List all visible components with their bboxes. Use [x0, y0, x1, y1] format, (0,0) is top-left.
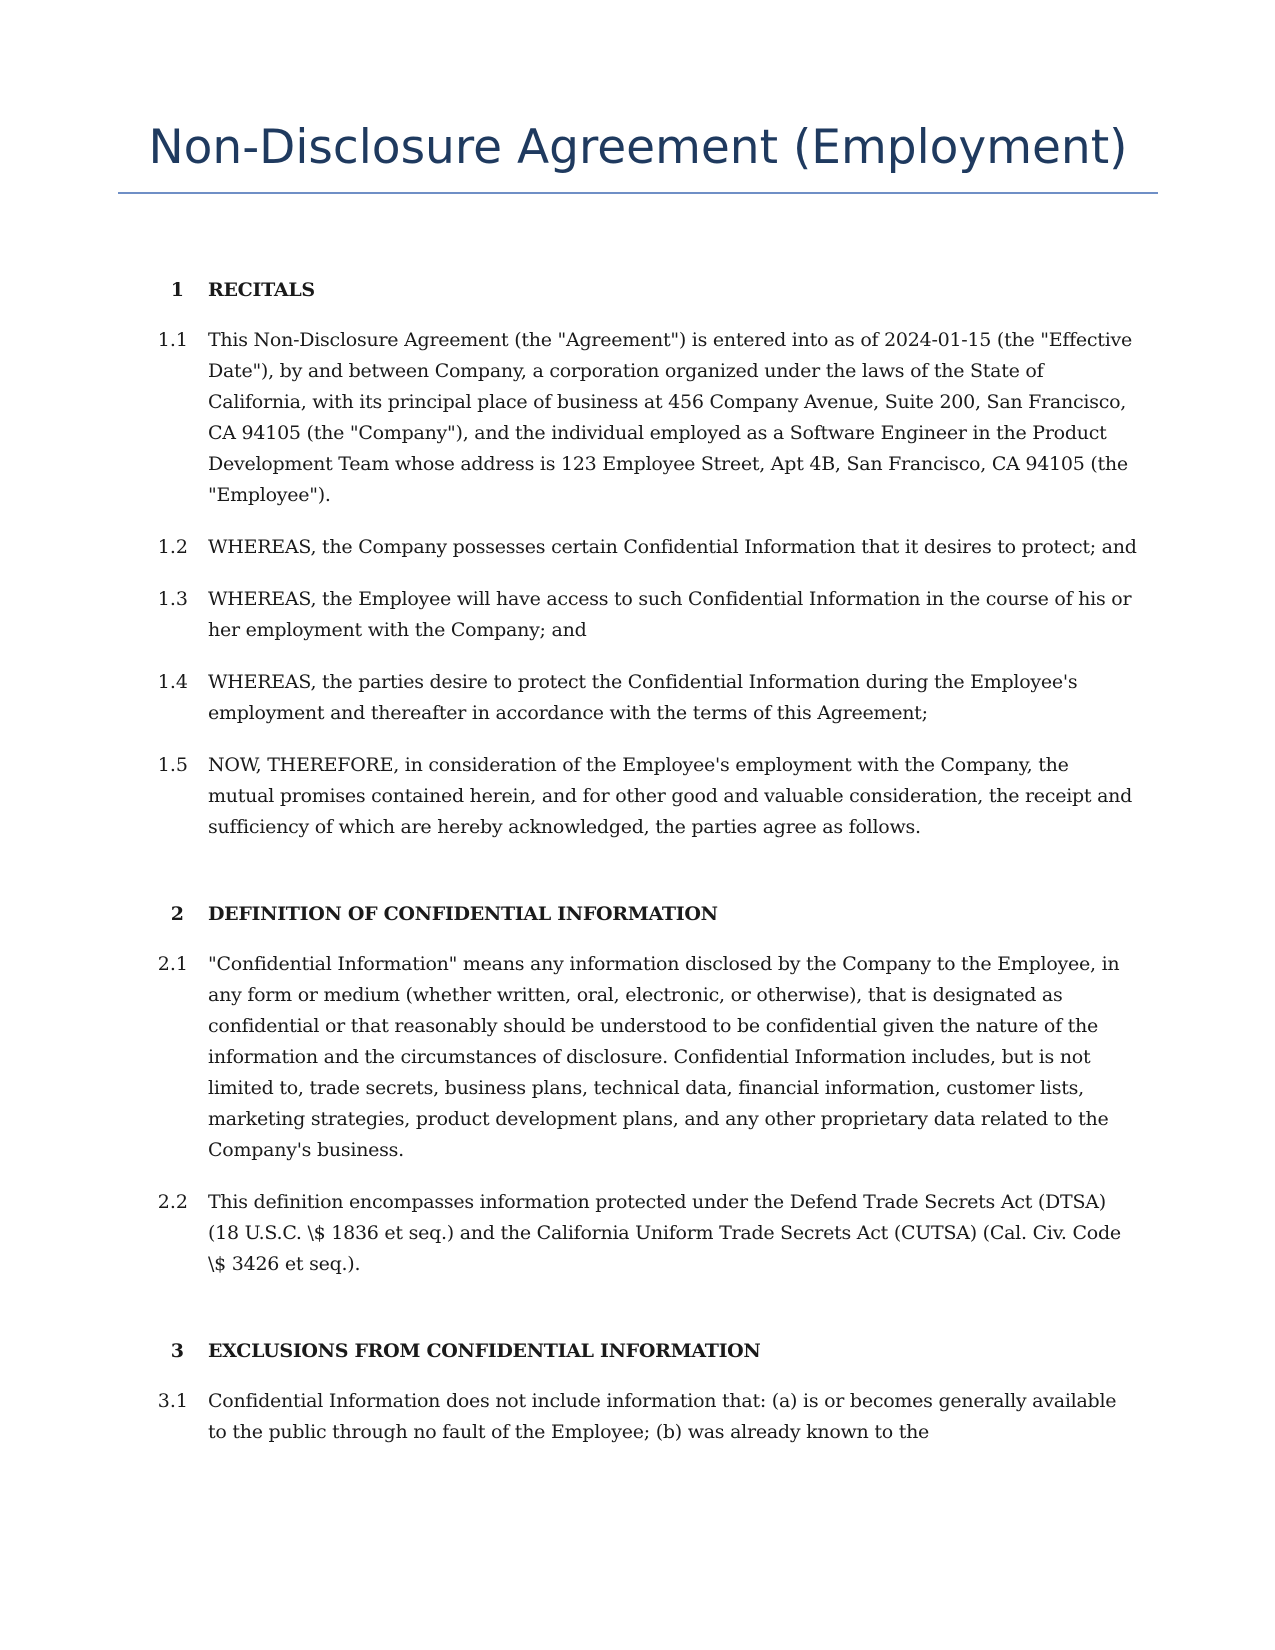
clause — [0, 667, 1275, 729]
clause — [0, 325, 1275, 511]
clause — [0, 949, 1275, 1166]
clause-text: "Confidential Information" means any information disclosed by the Company to the Employee, in any form or medium (whether written, oral, electronic, or otherwise), that is designated as confidential or that reasonably should be understood to be confidential given the nature of the information and the circumstances of disclosure. Confidential Information includes, but is not limited to, trade secrets, business plans, technical data, financial information, customer lists, marketing strategies, product development plans, and any other proprietary data related to the Company's business. — [208, 953, 1120, 1161]
section-title: RECITALS — [208, 279, 315, 301]
clause — [0, 584, 1275, 646]
clause-text: NOW, THEREFORE, in consideration of the Employee's employment with the Company, the mutual promises contained herein, and for other good and valuable consideration, the receipt and sufficiency of which are hereby acknowledged, the parties agree as follows. — [208, 754, 1133, 838]
clause-number: 1.3 — [157, 588, 188, 610]
clause-text: WHEREAS, the Company possesses certain Confidential Information that it desires to protect; and — [208, 536, 1137, 558]
title-underline — [118, 192, 1158, 194]
clause — [0, 1386, 1275, 1448]
clause-number: 1.2 — [157, 536, 188, 558]
section-heading — [0, 899, 1275, 929]
clause-number: 2.1 — [157, 953, 188, 975]
section-number: 2 — [170, 903, 184, 925]
section-exclusions — [0, 1336, 1275, 1448]
section-heading — [0, 1336, 1275, 1366]
clause-number: 1.4 — [157, 671, 188, 693]
clause-text: WHEREAS, the Employee will have access to such Confidential Information in the course of his or her employment with the Company; and — [208, 588, 1132, 641]
section-number: 1 — [170, 279, 184, 301]
section-number: 3 — [170, 1340, 184, 1362]
section-title: EXCLUSIONS FROM CONFIDENTIAL INFORMATION — [208, 1340, 761, 1362]
clause — [0, 750, 1275, 843]
section-definition — [0, 899, 1275, 1280]
clause-text: Confidential Information does not include information that: (a) is or becomes generally available to the public through no fault of the Employee; (b) was already known to the — [208, 1390, 1117, 1443]
clause-number: 1.5 — [157, 754, 188, 776]
clause-text: This definition encompasses information protected under the Defend Trade Secrets Act (DTSA) (18 U.S.C. \$ 1836 et seq.) and the California Uniform Trade Secrets Act (CUTSA) (Cal. Civ. Code \$ 3426 et seq.). — [208, 1191, 1121, 1275]
clause-number: 2.2 — [157, 1191, 188, 1213]
section-title: DEFINITION OF CONFIDENTIAL INFORMATION — [208, 903, 718, 925]
clause — [0, 1187, 1275, 1280]
clause — [0, 532, 1275, 563]
clause-text: This Non-Disclosure Agreement (the "Agreement") is entered into as of 2024-01-15 (the "Effective Date"), by and between Company, a corporation organized under the laws of the State of California, with its principal place of business at 456 Company Avenue, Suite 200, San Francisco, CA 94105 (the "Company"), and the individual employed as a Software Engineer in the Product Development Team whose address is 123 Employee Street, Apt 4B, San Francisco, CA 94105 (the "Employee"). — [208, 329, 1132, 506]
clause-number: 1.1 — [157, 329, 188, 351]
document-body — [0, 275, 1275, 1469]
document-title: Non-Disclosure Agreement (Employment) — [148, 120, 1128, 175]
section-heading — [0, 275, 1275, 305]
clause-text: WHEREAS, the parties desire to protect the Confidential Information during the Employee's employment and thereafter in accordance with the terms of this Agreement; — [208, 671, 1078, 724]
section-recitals — [0, 275, 1275, 843]
clause-number: 3.1 — [157, 1390, 188, 1412]
